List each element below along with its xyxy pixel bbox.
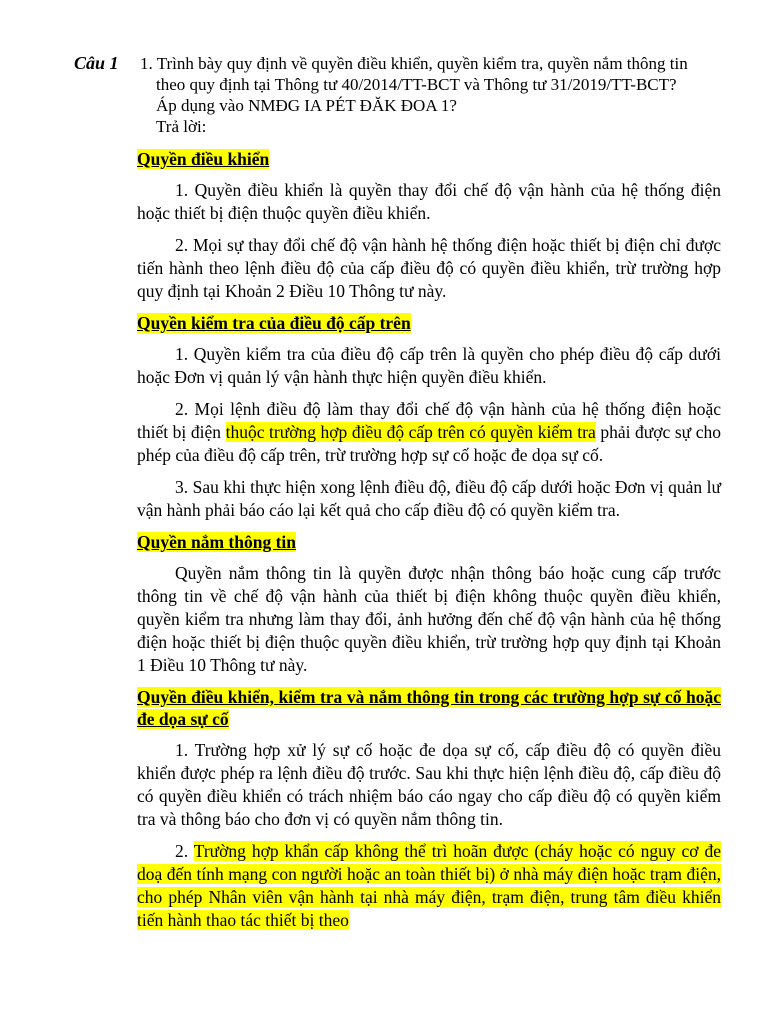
question-block xyxy=(140,53,740,137)
section-heading-information: Quyền nắm thông tin xyxy=(137,532,296,552)
control-paragraph-2: 2. Mọi sự thay đổi chế độ vận hành hệ thống điện hoặc thiết bị điện chỉ được tiến hành theo lệnh điều độ của cấp điều độ có quyền điều khiển, trừ trường hợp quy định tại Khoản 2 Điều 10 Thông tư này. xyxy=(137,235,721,301)
inspection-paragraph-2: 2. Mọi lệnh điều độ làm thay đổi chế độ vận hành của hệ thống điện hoặc thiết bị điện thuộc trường hợp điều độ cấp trên có quyền kiểm tra phải được sự cho phép của điều độ cấp trên, trừ trường hợp sự cố hoặc đe dọa sự cố. xyxy=(137,399,721,465)
highlighted-text: Trường hợp khẩn cấp không thể trì hoãn được (cháy hoặc có nguy cơ đe doạ đến tính mạng con người hoặc an toàn thiết bị) ở nhà máy điện hoặc trạm điện, cho phép Nhân viên vận hành tại nhà máy điện, trạm điện, trung tâm điều khiển tiến hành thao tác thiết bị theo xyxy=(137,841,721,930)
highlighted-text: thuộc trường hợp điều độ cấp trên có quyền kiểm tra xyxy=(225,422,596,442)
incident-paragraph-2: 2. Trường hợp khẩn cấp không thể trì hoãn được (cháy hoặc có nguy cơ đe doạ đến tính mạng con người hoặc an toàn thiết bị) ở nhà máy điện hoặc trạm điện, cho phép Nhân viên vận hành tại nhà máy điện, trạm điện, trung tâm điều khiển tiến hành thao tác thiết bị theo xyxy=(137,841,721,930)
question-line-2: theo quy định tại Thông tư 40/2014/TT-BCT và Thông tư 31/2019/TT-BCT? xyxy=(156,75,677,94)
section-heading-control: Quyền điều khiển xyxy=(137,149,270,169)
question-number: Câu 1 xyxy=(74,53,119,73)
question-line-1: 1. Trình bày quy định về quyền điều khiển, quyền kiểm tra, quyền nắm thông tin xyxy=(140,54,688,73)
control-paragraph-1: 1. Quyền điều khiển là quyền thay đổi chế độ vận hành của hệ thống điện hoặc thiết bị điện thuộc quyền điều khiển. xyxy=(137,180,721,223)
answer-content xyxy=(137,148,721,932)
answer-label: Trả lời: xyxy=(156,117,207,136)
inspection-paragraph-1: 1. Quyền kiểm tra của điều độ cấp trên là quyền cho phép điều độ cấp dưới hoặc Đơn vị quản lý vận hành thực hiện quyền điều khiển. xyxy=(137,344,721,387)
information-paragraph-1: Quyền nắm thông tin là quyền được nhận thông báo hoặc cung cấp trước thông tin về chế độ vận hành của thiết bị điện không thuộc quyền điều khiển, quyền kiểm tra nhưng làm thay đổi, ảnh hưởng đến chế độ vận hành của hệ thống điện hoặc thiết bị điện thuộc quyền điều khiển, trừ trường hợp quy định tại Khoản 1 Điều 10 Thông tư này. xyxy=(137,563,721,675)
question-line-3: Áp dụng vào NMĐG IA PÉT ĐĂK ĐOA 1? xyxy=(156,96,457,115)
inspection-paragraph-3: 3. Sau khi thực hiện xong lệnh điều độ, điều độ cấp dưới hoặc Đơn vị quản lư vận hành phải báo cáo lại kết quả cho cấp điều độ có quyền kiểm tra. xyxy=(137,477,721,520)
incident-paragraph-1: 1. Trường hợp xử lý sự cố hoặc đe dọa sự cố, cấp điều độ có quyền điều khiển được phép ra lệnh điều độ trước. Sau khi thực hiện lệnh điều độ, cấp điều độ có quyền điều khiển có trách nhiệm báo cáo ngay cho cấp điều độ có quyền kiểm tra và thông báo cho đơn vị có quyền nắm thông tin. xyxy=(137,740,721,829)
section-heading-inspection: Quyền kiểm tra của điều độ cấp trên xyxy=(137,313,411,333)
section-heading-incident: Quyền điều khiển, kiểm tra và nắm thông tin trong các trường hợp sự cố hoặc đe dọa sự cố xyxy=(137,687,721,729)
